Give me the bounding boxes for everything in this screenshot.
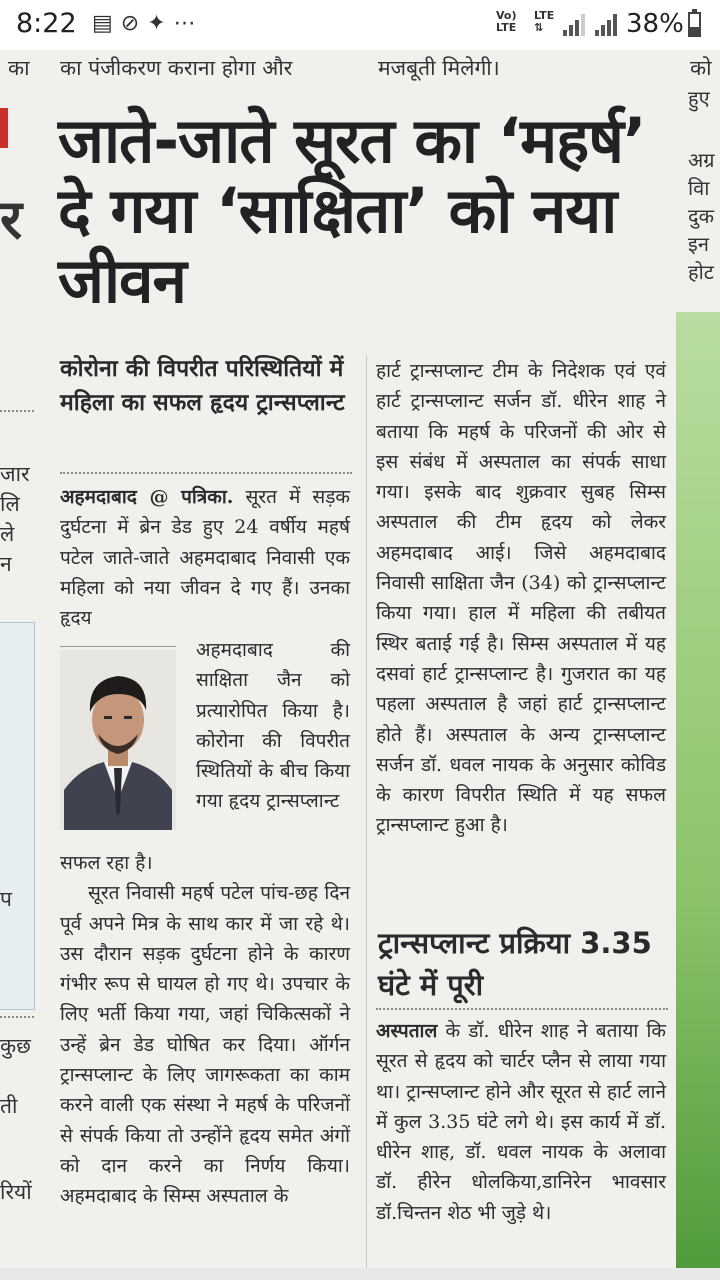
volte-label: Vo) [496,9,517,22]
intro-text: सूरत में सड़क दुर्घटना में ब्रेन डेड हुए 24 वर्षीय महर्ष पटेल जाते-जाते अहमदाबाद निवासी एक महिला को नया जीवन दे गए हैं। उनका हृदय [60,486,350,630]
battery-icon [688,12,701,37]
headline: जाते-जाते सूरत का ‘महर्ष’ दे गया ‘साक्षिता’ को नया जीवन [58,104,646,317]
status-bar [0,0,720,50]
beside-photo-text: अहमदाबाद की साक्षिता जैन को प्रत्यारोपित किया है। कोरोना की विपरीत स्थितियों के बीच किया गया हृदय ट्रान्सप्लान्ट [196,639,350,813]
no-signal-circle-icon: ⊘ [120,11,148,36]
right-fragment: होट [688,260,714,284]
column-2-paragraph-1: हार्ट ट्रान्सप्लान्ट टीम के निदेशक एवं एवं हार्ट ट्रान्सप्लान्ट सर्जन डॉ. धीरेन शाह ने बताया कि महर्ष के परिजनों की ओर से इस संबंध में अस्पताल का संपर्क साधा गया। इसके बाद शुक्रवार सुबह सिम्स अस्पताल की टीम हृदय को लेकर अहमदाबाद आई। जिसे अहमदाबाद निवासी साक्षिता जैन (34) को ट्रान्सप्लान्ट किया गया। हाल में महिला की तबीयत स्थिर बताई गई है। सिम्स अस्पताल में यह दसवां हार्ट ट्रान्सप्लान्ट है। गुजरात का यह पहला अस्पताल है जहां हार्ट ट्रान्सप्लान्ट होते हैं। अस्पताल के अन्य ट्रान्सप्लान्ट सर्जन डॉ. धवल नायक के अनुसार कोविड के कारण विपरीत स्थिति में यह सफल ट्रान्सप्लान्ट हुआ है। [376,360,666,837]
right-fragment: अग्र [688,148,715,172]
right-fragment: हुए [688,86,710,110]
paragraph-lead: अस्पताल [376,1020,438,1042]
after-photo-text: सफल रहा है। [60,852,153,874]
lte-indicator [534,10,554,34]
left-fragment: र [0,188,23,251]
top-strip-left: का [8,56,30,80]
person-photo [60,650,176,830]
notification-icons [92,11,204,36]
left-separator [0,410,34,412]
left-boxed-article [0,622,35,1010]
signal-icon-sim2 [594,14,618,36]
right-advertisement-panel [676,312,720,1280]
column-rule [366,355,367,1275]
subheadline-transplant-process: ट्रान्सप्लान्ट प्रक्रिया 3.35 घंटे में पूरी [378,926,652,1002]
storage-icon: ▤ [92,11,121,36]
left-fragment: प [0,887,12,911]
column-2-paragraph-2: के डॉ. धीरेन शाह ने बताया कि सूरत से हृदय को चार्टर प्लैन से लाया गया था। ट्रान्सप्लान्ट होने और सूरत से हार्ट लाने में कुल 3.35 घंटे लगे थे। इस कार्य में डॉ. धीरेन शाह, डॉ. धवल नायक के अलावा डॉ. हीरेन धोलकिया,डानिरेन भावसार डॉ.चिन्तन शेठ भी जुड़े थे। [376,1020,666,1224]
photo-top-rule [60,646,176,647]
magic-wand-icon: ✦ [147,11,174,36]
red-column-mark [0,108,8,148]
subhead2-separator [376,1008,668,1010]
person-portrait-image [60,650,176,830]
left-fragment: ले [0,522,15,546]
column-1-continued [60,848,350,1212]
column-1-paragraph-2: सूरत निवासी महर्ष पटेल पांच-छह दिन पूर्व अपने मित्र के साथ कार में जा रहे थे। उस दौरान सड़क दुर्घटना होने के कारण गंभीर रूप से घायल हो गए थे। उपचार के लिए भर्ती किया गया, जहां चिकित्सकों ने उन्हें ब्रेन डेड घोषित कर दिया। ऑर्गन ट्रान्सप्लान्ट के लिए जागरूकता का काम करने वाली एक संस्था ने महर्ष के परिजनों से संपर्क किया तो उन्होंने हृदय समेत अंगों को दान करने का निर्णय किया। अहमदाबाद के सिम्स अस्पताल के [60,882,350,1208]
more-dots-icon: ⋯ [173,11,204,36]
volte-lte-label: LTE [496,21,517,34]
status-time: 8:22 [16,8,77,39]
volte-indicator [496,10,517,34]
right-fragment: विा [688,176,710,200]
top-strip-right: मजबूती मिलेगी। [378,56,500,80]
left-separator [0,1016,34,1018]
column-2-bottom [376,1016,666,1228]
lte-label: LTE [534,9,555,22]
subheadline: कोरोना की विपरीत परिस्थितियों में महिला का सफल हृदय ट्रान्सप्लान्ट [60,356,345,416]
data-arrows-icon: ⇅ [534,21,544,34]
column-1-beside-photo [196,635,350,817]
bottom-edge [0,1268,720,1280]
left-fragment: रियों [0,1180,32,1204]
left-fragment: न [0,552,12,576]
subheadline-separator [60,472,352,474]
top-strip-far-right: को [690,56,712,80]
battery-percent: 38% [626,9,684,39]
left-fragment: लि [0,492,20,516]
signal-icon-sim1 [562,14,586,36]
top-strip-middle: का पंजीकरण कराना होगा और [60,56,293,80]
column-2 [376,356,666,841]
right-fragment: दुक [688,204,714,228]
right-fragment: इन [688,232,709,256]
left-fragment: जार [0,462,30,486]
left-fragment: कुछ [0,1034,31,1058]
left-fragment: ती [0,1094,18,1118]
dateline: अहमदाबाद @ पत्रिका. [60,486,234,508]
newspaper-page[interactable] [0,50,720,1280]
column-1-intro [60,482,350,633]
